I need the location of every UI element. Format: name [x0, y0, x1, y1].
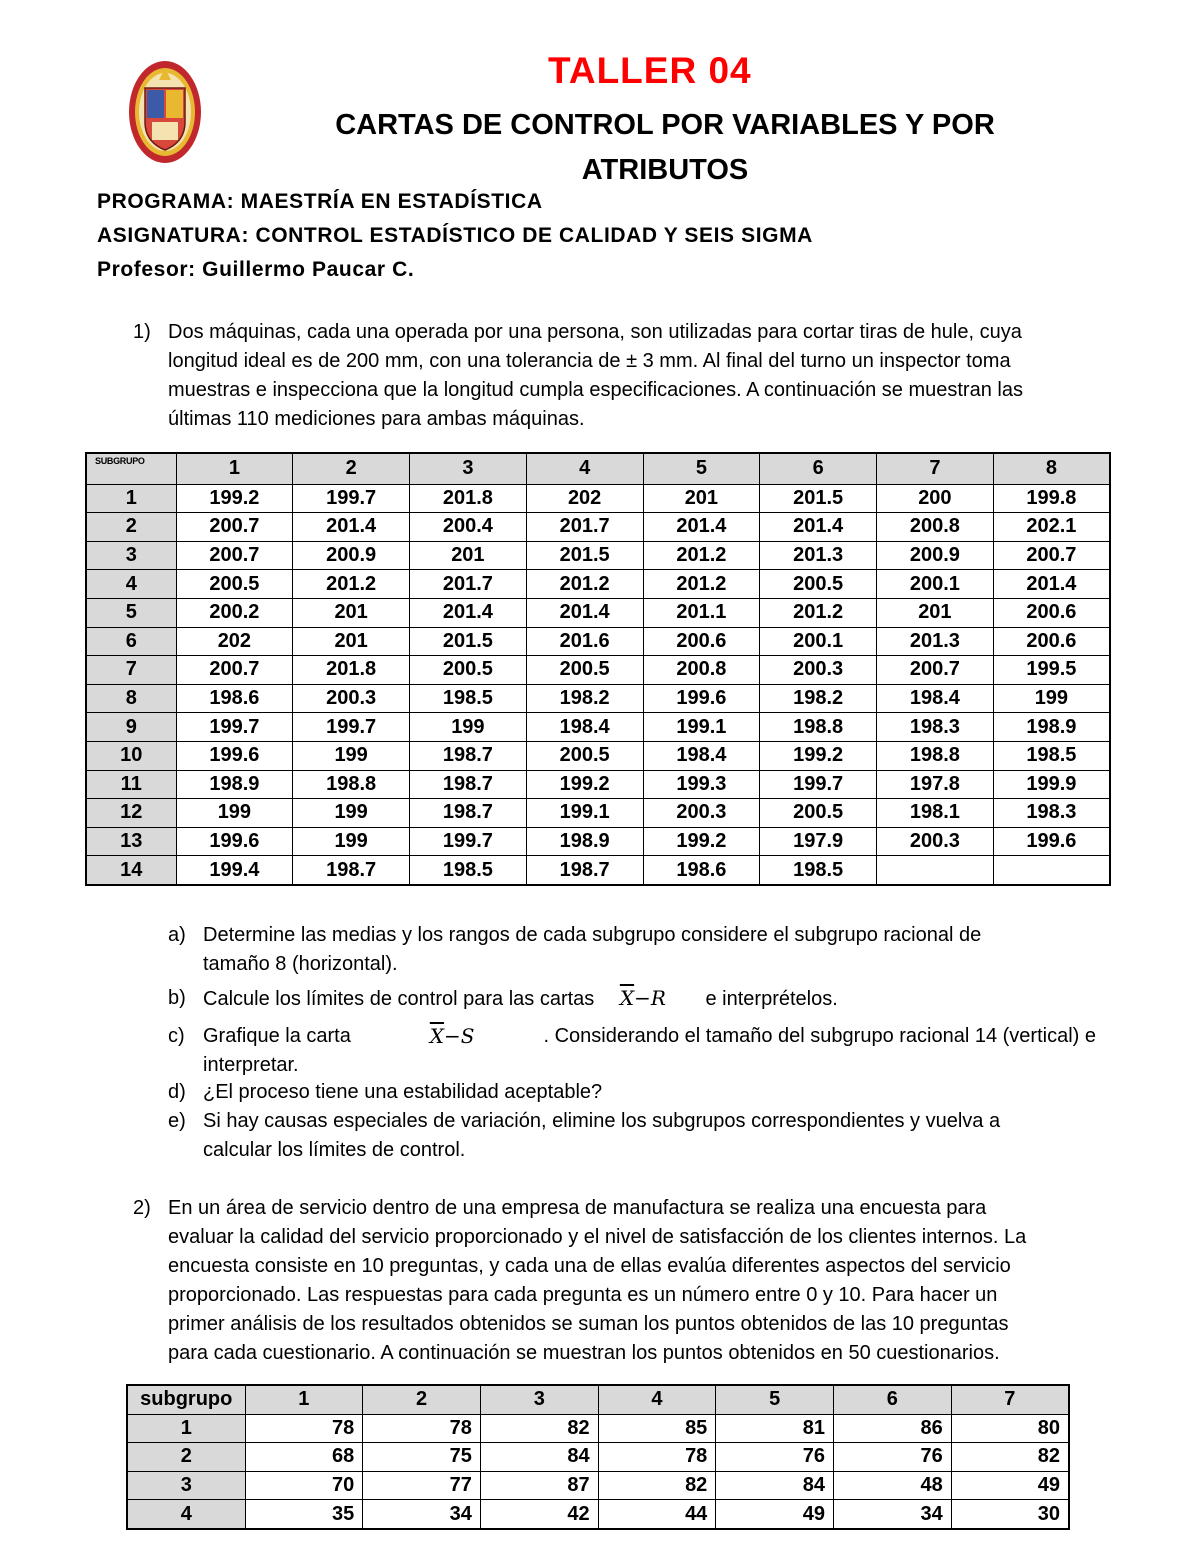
measurements-cell: 201.2 — [643, 570, 760, 599]
measurements-cell: 199.6 — [176, 741, 293, 770]
survey-cell: 82 — [598, 1471, 716, 1500]
document-title: TALLER 04 — [548, 50, 752, 91]
measurements-column-header: 3 — [410, 453, 527, 484]
item-e-letter: e) — [168, 1110, 186, 1132]
measurements-cell: 200.1 — [760, 627, 877, 656]
measurements-cell: 200.9 — [877, 541, 994, 570]
survey-cell: 44 — [598, 1500, 716, 1529]
measurements-cell: 198.5 — [410, 684, 527, 713]
measurements-cell: 200.9 — [293, 541, 410, 570]
measurements-cell: 199.5 — [993, 656, 1110, 685]
measurements-cell: 201.8 — [410, 484, 527, 513]
measurements-cell: 200 — [877, 484, 994, 513]
measurements-cell: 201.7 — [410, 570, 527, 599]
measurements-cell: 199 — [293, 741, 410, 770]
measurements-cell: 199.2 — [643, 827, 760, 856]
measurements-row-label: 7 — [86, 656, 176, 685]
measurements-cell: 198.8 — [877, 741, 994, 770]
measurements-cell: 200.3 — [877, 827, 994, 856]
measurements-cell: 200.5 — [526, 741, 643, 770]
item-b-text: Calcule los límites de control para las cartas $\overline{X}-R$ e interprételos. — [203, 984, 1096, 1014]
table-row — [86, 684, 1110, 713]
measurements-cell: 197.8 — [877, 770, 994, 799]
measurements-cell: 201.5 — [760, 484, 877, 513]
measurements-cell: 198.9 — [993, 713, 1110, 742]
measurements-row-label: 12 — [86, 799, 176, 828]
x-bar-r-formula: $\overline{X}-R$ — [619, 986, 666, 1010]
x-bar-s-formula: $\overline{X}-S$ — [429, 1024, 475, 1048]
measurements-row-label: 11 — [86, 770, 176, 799]
measurements-cell: 201.4 — [293, 513, 410, 542]
measurements-cell: 199 — [176, 799, 293, 828]
survey-cell: 34 — [834, 1500, 952, 1529]
measurements-cell: 198.9 — [176, 770, 293, 799]
measurements-cell: 202 — [526, 484, 643, 513]
item-d-letter: d) — [168, 1081, 186, 1103]
measurements-cell: 200.8 — [643, 656, 760, 685]
survey-cell: 78 — [245, 1414, 363, 1443]
survey-cell: 49 — [716, 1500, 834, 1529]
survey-row-label: 4 — [127, 1500, 245, 1529]
measurements-cell: 199.2 — [760, 741, 877, 770]
measurements-column-header: 5 — [643, 453, 760, 484]
survey-column-header: 3 — [480, 1385, 598, 1414]
measurements-cell: 199.7 — [760, 770, 877, 799]
measurements-cell: 200.3 — [760, 656, 877, 685]
measurements-cell: 199 — [410, 713, 527, 742]
measurements-row-label: 14 — [86, 856, 176, 885]
measurements-cell: 201.2 — [526, 570, 643, 599]
measurements-cell: 200.7 — [176, 513, 293, 542]
measurements-corner-header: SUBGRUPO — [86, 453, 176, 484]
measurements-cell: 202 — [176, 627, 293, 656]
measurements-cell: 200.5 — [760, 799, 877, 828]
measurements-cell: 200.2 — [176, 598, 293, 627]
measurements-cell: 199.9 — [993, 770, 1110, 799]
survey-row-label: 3 — [127, 1471, 245, 1500]
survey-cell: 42 — [480, 1500, 598, 1529]
table-row — [86, 799, 1110, 828]
survey-table — [126, 1384, 1070, 1530]
survey-cell: 30 — [951, 1500, 1069, 1529]
measurements-cell: 198.8 — [760, 713, 877, 742]
measurements-cell: 199.4 — [176, 856, 293, 885]
measurements-cell: 198.7 — [410, 770, 527, 799]
survey-header-row — [127, 1385, 1069, 1414]
measurements-cell — [993, 856, 1110, 885]
measurements-row-label: 10 — [86, 741, 176, 770]
measurements-cell: 200.5 — [176, 570, 293, 599]
measurements-cell: 201 — [643, 484, 760, 513]
measurements-cell — [877, 856, 994, 885]
table-row — [86, 856, 1110, 885]
measurements-cell: 200.3 — [643, 799, 760, 828]
table-row — [86, 713, 1110, 742]
question-1-text: Dos máquinas, cada una operada por una persona, son utilizadas para cortar tiras de hule, cuya longitud ideal es de 200 mm, con una tolerancia de ± 3 mm. Al final del turno un inspector toma muestras e inspecciona que la longitud cumpla especificaciones. A continuación se muestran las últimas 110 mediciones para ambas máquinas. — [168, 321, 1023, 430]
measurements-cell: 198.5 — [760, 856, 877, 885]
measurements-cell: 201.2 — [293, 570, 410, 599]
measurements-cell: 201.2 — [760, 598, 877, 627]
measurements-cell: 201.4 — [760, 513, 877, 542]
document-subtitle: CARTAS DE CONTROL POR VARIABLES Y POR ATRIBUTOS — [335, 109, 995, 186]
measurements-cell: 197.9 — [760, 827, 877, 856]
measurements-cell: 201.8 — [293, 656, 410, 685]
measurements-cell: 198.7 — [410, 741, 527, 770]
survey-cell: 78 — [598, 1443, 716, 1472]
measurements-cell: 199.3 — [643, 770, 760, 799]
survey-cell: 76 — [716, 1443, 834, 1472]
survey-cell: 34 — [363, 1500, 481, 1529]
measurements-row-label: 3 — [86, 541, 176, 570]
measurements-column-header: 6 — [760, 453, 877, 484]
survey-cell: 82 — [480, 1414, 598, 1443]
survey-column-header: 6 — [834, 1385, 952, 1414]
measurements-cell: 200.6 — [643, 627, 760, 656]
question-1-number: 1) — [133, 321, 151, 343]
measurements-cell: 201.4 — [410, 598, 527, 627]
survey-cell: 35 — [245, 1500, 363, 1529]
survey-cell: 70 — [245, 1471, 363, 1500]
measurements-cell: 198.4 — [877, 684, 994, 713]
measurements-cell: 200.7 — [993, 541, 1110, 570]
survey-column-header: 1 — [245, 1385, 363, 1414]
measurements-row-label: 5 — [86, 598, 176, 627]
measurements-cell: 201.4 — [643, 513, 760, 542]
survey-column-header: 2 — [363, 1385, 481, 1414]
measurements-cell: 201.6 — [526, 627, 643, 656]
measurements-cell: 199.7 — [410, 827, 527, 856]
table-row — [127, 1471, 1069, 1500]
table-row — [86, 627, 1110, 656]
table-row — [86, 598, 1110, 627]
survey-cell: 82 — [951, 1443, 1069, 1472]
measurements-cell: 201.1 — [643, 598, 760, 627]
measurements-cell: 201 — [293, 598, 410, 627]
measurements-column-header: 1 — [176, 453, 293, 484]
measurements-cell: 199.1 — [526, 799, 643, 828]
measurements-column-header: 8 — [993, 453, 1110, 484]
survey-cell: 87 — [480, 1471, 598, 1500]
measurements-row-label: 4 — [86, 570, 176, 599]
measurements-cell: 198.2 — [526, 684, 643, 713]
measurements-cell: 198.7 — [410, 799, 527, 828]
survey-cell: 68 — [245, 1443, 363, 1472]
university-seal-icon — [128, 60, 202, 164]
measurements-cell: 200.6 — [993, 598, 1110, 627]
measurements-table — [85, 452, 1111, 886]
table-row — [127, 1500, 1069, 1529]
table-row — [86, 570, 1110, 599]
survey-cell: 80 — [951, 1414, 1069, 1443]
measurements-column-header: 7 — [877, 453, 994, 484]
table-row — [86, 770, 1110, 799]
measurements-cell: 201 — [293, 627, 410, 656]
measurements-cell: 200.3 — [293, 684, 410, 713]
measurements-cell: 200.8 — [877, 513, 994, 542]
measurements-cell: 201.5 — [410, 627, 527, 656]
profesor-line: Profesor: Guillermo Paucar C. — [97, 258, 415, 281]
survey-cell: 75 — [363, 1443, 481, 1472]
measurements-cell: 199 — [293, 827, 410, 856]
survey-row-label: 2 — [127, 1443, 245, 1472]
table-row — [86, 827, 1110, 856]
table-row — [86, 541, 1110, 570]
measurements-cell: 200.4 — [410, 513, 527, 542]
measurements-cell: 200.7 — [176, 656, 293, 685]
survey-cell: 84 — [716, 1471, 834, 1500]
survey-cell: 76 — [834, 1443, 952, 1472]
item-b-letter: b) — [168, 987, 186, 1009]
survey-corner-header: subgrupo — [127, 1385, 245, 1414]
question-2-number: 2) — [133, 1197, 151, 1219]
measurements-cell: 199.7 — [293, 484, 410, 513]
question-2-text: En un área de servicio dentro de una empresa de manufactura se realiza una encuesta para evaluar la calidad del servicio proporcionado y el nivel de satisfacción de los clientes internos. La encuesta consiste en 10 preguntas, y cada una de ellas evalúa diferentes aspectos del servicio proporcionado. Las respuestas para cada pregunta es un número entre 0 y 10. Para hacer un primer análisis de los resultados obtenidos se suman los puntos obtenidos de las 10 preguntas para cada cuestionario. A continuación se muestran los puntos obtenidos en 50 cuestionarios. — [168, 1197, 1027, 1364]
measurements-cell: 199.2 — [176, 484, 293, 513]
measurements-cell: 199.1 — [643, 713, 760, 742]
table-row — [127, 1414, 1069, 1443]
measurements-row-label: 8 — [86, 684, 176, 713]
item-c-text: Grafique la carta $\overline{X}-S$ . Considerando el tamaño del subgrupo racional 14 (vertical) e interpretar. — [203, 1024, 1096, 1076]
measurements-cell: 201 — [877, 598, 994, 627]
measurements-row-label: 9 — [86, 713, 176, 742]
item-e-text: Si hay causas especiales de variación, elimine los subgrupos correspondientes y vuelva a calcular los límites de control. — [203, 1110, 1001, 1161]
measurements-cell: 199.6 — [176, 827, 293, 856]
measurements-cell: 198.4 — [643, 741, 760, 770]
measurements-cell: 198.6 — [176, 684, 293, 713]
item-c-letter: c) — [168, 1025, 185, 1047]
measurements-cell: 201 — [410, 541, 527, 570]
measurements-cell: 198.1 — [877, 799, 994, 828]
measurements-cell: 199 — [293, 799, 410, 828]
measurements-cell: 198.5 — [993, 741, 1110, 770]
survey-column-header: 5 — [716, 1385, 834, 1414]
measurements-cell: 200.6 — [993, 627, 1110, 656]
measurements-column-header: 4 — [526, 453, 643, 484]
table-row — [127, 1443, 1069, 1472]
measurements-cell: 199.2 — [526, 770, 643, 799]
measurements-cell: 201.4 — [993, 570, 1110, 599]
measurements-cell: 198.5 — [410, 856, 527, 885]
asignatura-line: ASIGNATURA: CONTROL ESTADÍSTICO DE CALIDAD Y SEIS SIGMA — [97, 224, 813, 247]
measurements-row-label: 2 — [86, 513, 176, 542]
survey-column-header: 7 — [951, 1385, 1069, 1414]
survey-cell: 81 — [716, 1414, 834, 1443]
measurements-cell: 198.7 — [293, 856, 410, 885]
table-row — [86, 656, 1110, 685]
measurements-cell: 201.7 — [526, 513, 643, 542]
table-row — [86, 513, 1110, 542]
programa-line: PROGRAMA: MAESTRÍA EN ESTADÍSTICA — [97, 190, 543, 213]
item-a-text: Determine las medias y los rangos de cada subgrupo considere el subgrupo racional de tamaño 8 (horizontal). — [203, 924, 982, 975]
measurements-cell: 198.7 — [526, 856, 643, 885]
measurements-cell: 199 — [993, 684, 1110, 713]
item-d-text: ¿El proceso tiene una estabilidad aceptable? — [203, 1081, 603, 1103]
measurements-cell: 200.1 — [877, 570, 994, 599]
measurements-cell: 201.3 — [760, 541, 877, 570]
measurements-column-header: 2 — [293, 453, 410, 484]
measurements-cell: 200.5 — [526, 656, 643, 685]
measurements-cell: 202.1 — [993, 513, 1110, 542]
measurements-cell: 200.5 — [410, 656, 527, 685]
table-row — [86, 484, 1110, 513]
survey-column-header: 4 — [598, 1385, 716, 1414]
measurements-cell: 199.8 — [993, 484, 1110, 513]
measurements-cell: 199.7 — [176, 713, 293, 742]
survey-cell: 86 — [834, 1414, 952, 1443]
measurements-cell: 198.4 — [526, 713, 643, 742]
measurements-cell: 200.7 — [877, 656, 994, 685]
measurements-cell: 198.6 — [643, 856, 760, 885]
survey-cell: 78 — [363, 1414, 481, 1443]
measurements-cell: 198.9 — [526, 827, 643, 856]
table-row — [86, 741, 1110, 770]
measurements-cell: 201.2 — [643, 541, 760, 570]
measurements-cell: 199.6 — [643, 684, 760, 713]
survey-cell: 84 — [480, 1443, 598, 1472]
measurements-cell: 201.4 — [526, 598, 643, 627]
measurements-row-label: 1 — [86, 484, 176, 513]
survey-row-label: 1 — [127, 1414, 245, 1443]
measurements-cell: 199.6 — [993, 827, 1110, 856]
measurements-cell: 198.2 — [760, 684, 877, 713]
item-a-letter: a) — [168, 924, 186, 946]
survey-cell: 85 — [598, 1414, 716, 1443]
measurements-header-row — [86, 453, 1110, 484]
measurements-cell: 198.8 — [293, 770, 410, 799]
measurements-cell: 201.5 — [526, 541, 643, 570]
survey-cell: 48 — [834, 1471, 952, 1500]
measurements-cell: 198.3 — [993, 799, 1110, 828]
measurements-cell: 200.7 — [176, 541, 293, 570]
measurements-cell: 198.3 — [877, 713, 994, 742]
survey-cell: 49 — [951, 1471, 1069, 1500]
measurements-row-label: 6 — [86, 627, 176, 656]
measurements-cell: 199.7 — [293, 713, 410, 742]
measurements-row-label: 13 — [86, 827, 176, 856]
measurements-cell: 201.3 — [877, 627, 994, 656]
survey-cell: 77 — [363, 1471, 481, 1500]
measurements-cell: 200.5 — [760, 570, 877, 599]
